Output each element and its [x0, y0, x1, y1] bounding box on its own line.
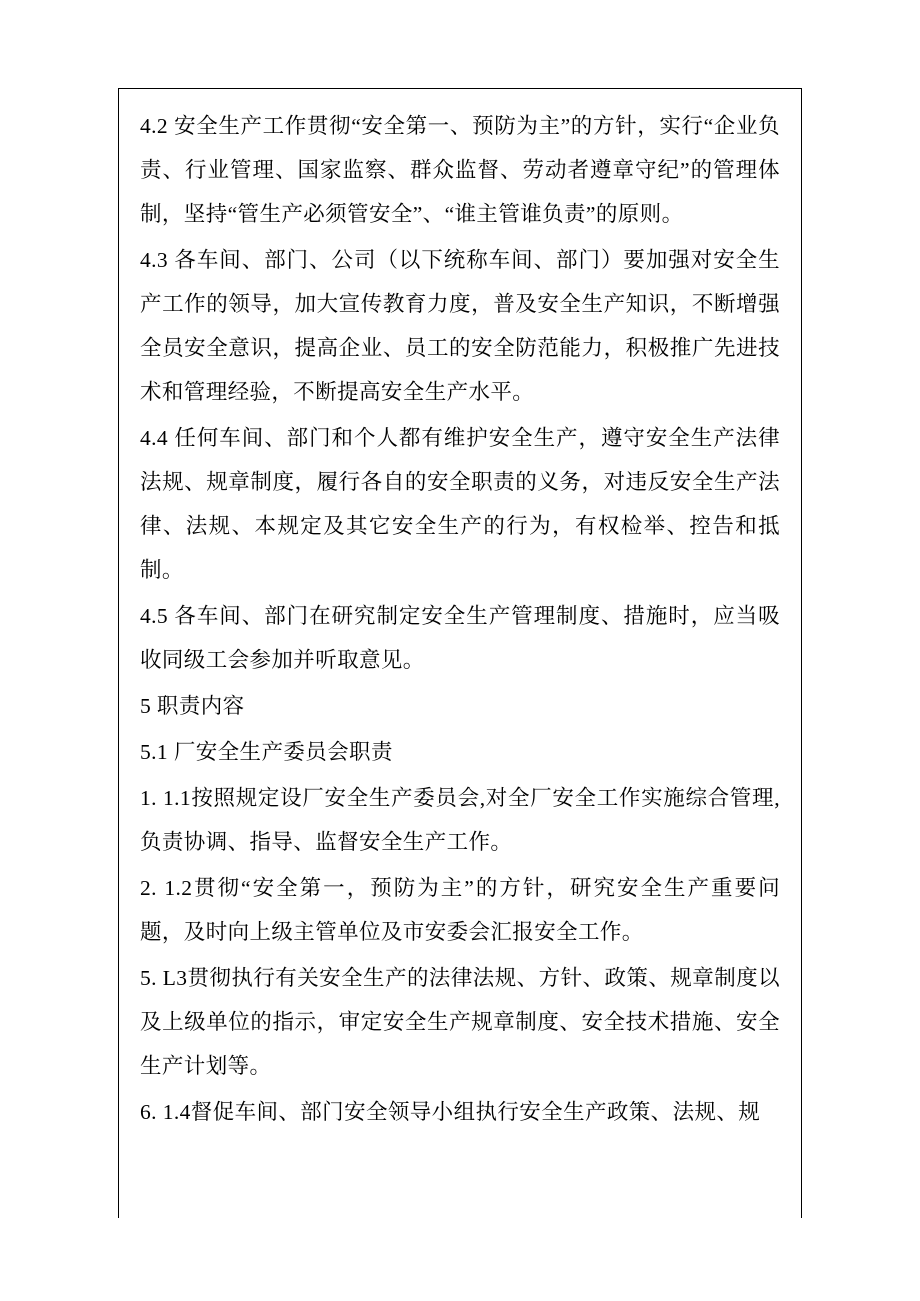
- section-heading-5-1: 5.1 厂安全生产委员会职责: [140, 740, 393, 764]
- list-item-4: 6. 1.4督促车间、部门安全领导小组执行安全生产政策、法规、规: [140, 1100, 761, 1124]
- paragraph-4-4: 4.4 任何车间、部门和个人都有维护安全生产，遵守安全生产法律法规、规章制度，履行各自的安全职责的义务，对违反安全生产法律、法规、本规定及其它安全生产的行为，有权检举、控告和抵制。: [140, 426, 780, 582]
- paragraph-4-2: 4.2 安全生产工作贯彻“安全第一、预防为主”的方针，实行“企业负责、行业管理、国家监察、群众监督、劳动者遵章守纪”的管理体制，坚持“管生产必须管安全”、“谁主管谁负责”的原则。: [140, 114, 780, 226]
- list-item-3: 5. L3贯彻执行有关安全生产的法律法规、方针、政策、规章制度以及上级单位的指示，审定安全生产规章制度、安全技术措施、安全生产计划等。: [140, 966, 780, 1078]
- list-item-2: 2. 1.2贯彻“安全第一，预防为主”的方针，研究安全生产重要问题，及时向上级主管单位及市安委会汇报安全工作。: [140, 876, 780, 944]
- list-item-1: 1. 1.1按照规定设厂安全生产委员会,对全厂安全工作实施综合管理,负责协调、指导、监督安全生产工作。: [140, 786, 780, 854]
- section-heading-5: 5 职责内容: [140, 694, 245, 718]
- document-text-body: [118, 88, 802, 1136]
- paragraph-4-3: 4.3 各车间、部门、公司（以下统称车间、部门）要加强对安全生产工作的领导，加大宣传教育力度，普及安全生产知识，不断增强全员安全意识，提高企业、员工的安全防范能力，积极推广先进技术和管理经验，不断提高安全生产水平。: [140, 248, 780, 404]
- paragraph-4-5: 4.5 各车间、部门在研究制定安全生产管理制度、措施时，应当吸收同级工会参加并听取意见。: [140, 604, 780, 672]
